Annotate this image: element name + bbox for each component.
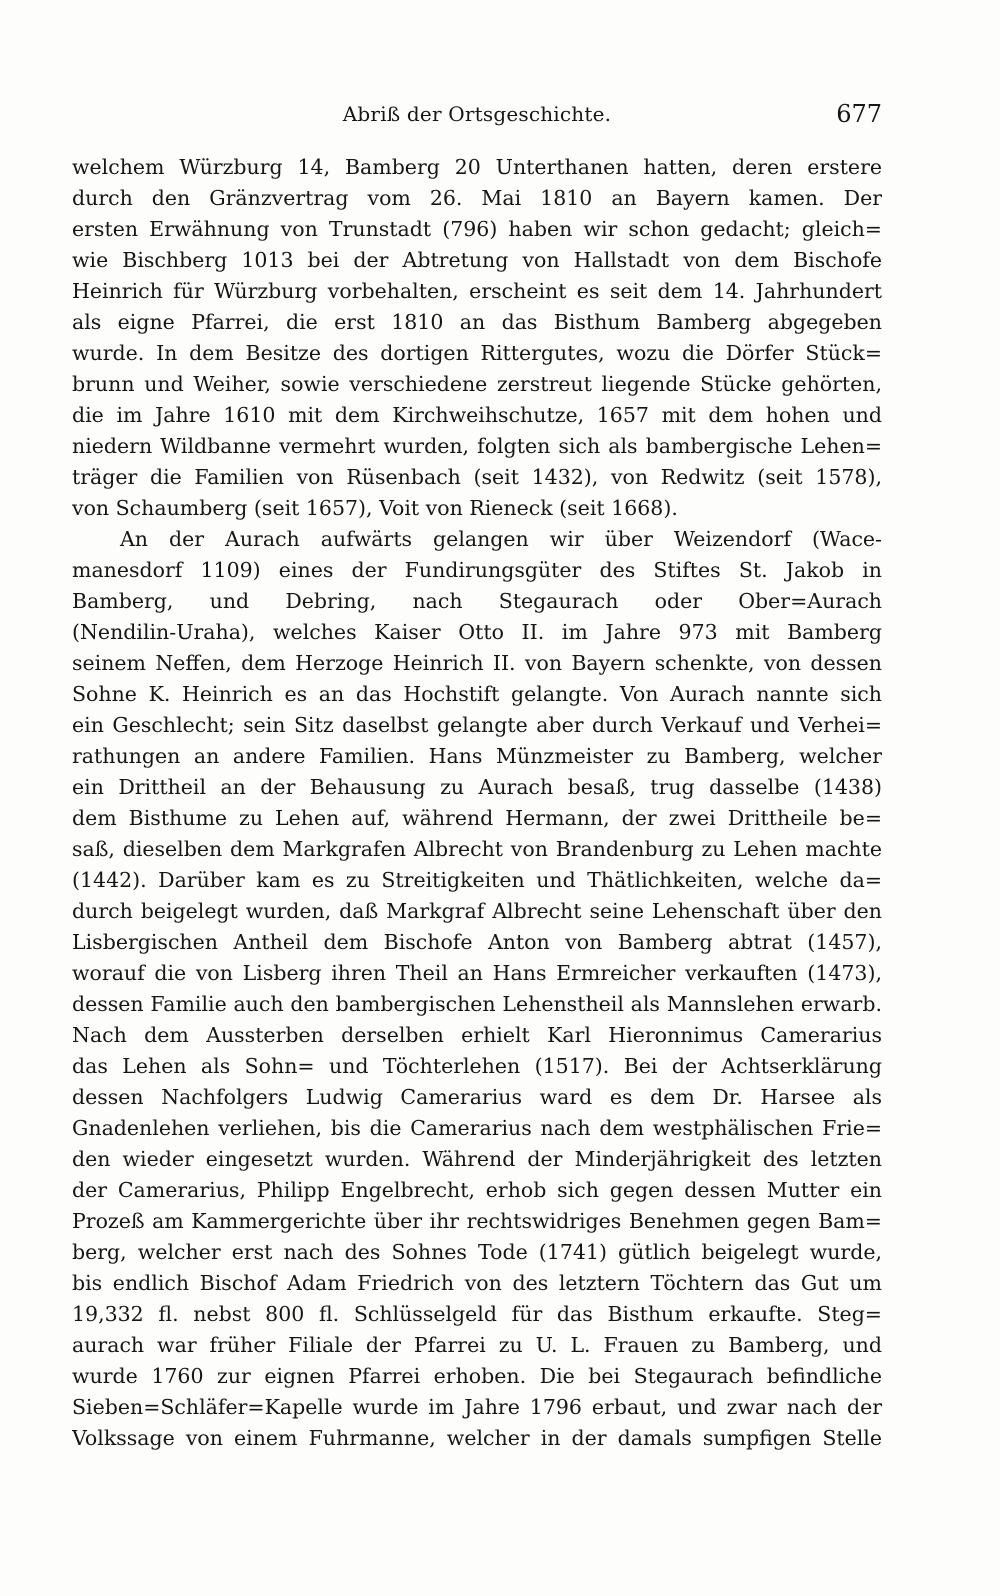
running-head: [72, 102, 882, 142]
text-line: ersten Erwähnung von Trunstadt (796) haben wir schon gedacht; gleich=: [72, 217, 882, 241]
text-line: Lisbergischen Antheil dem Bischofe Anton von Bamberg abtrat (1457),: [72, 930, 882, 954]
text-line: aurach war früher Filiale der Pfarrei zu U. L. Frauen zu Bamberg, und: [72, 1333, 882, 1357]
text-line: von Schaumberg (seit 1657), Voit von Rieneck (seit 1668).: [72, 496, 678, 520]
text-line: Sohne K. Heinrich es an das Hochstift gelangte. Von Aurach nannte sich: [72, 682, 882, 706]
text-line: dessen Familie auch den bambergischen Lehenstheil als Mannslehen erwarb.: [72, 992, 882, 1016]
text-line: (1442). Darüber kam es zu Streitigkeiten und Thätlichkeiten, welche da=: [72, 868, 882, 892]
text-line: manesdorf 1109) eines der Fundirungsgüter des Stiftes St. Jakob in: [72, 558, 882, 582]
text-line: 19,332 fl. nebst 800 fl. Schlüsselgeld für das Bisthum erkaufte. Steg=: [72, 1302, 882, 1326]
text-line: den wieder eingesetzt wurden. Während der Minderjährigkeit des letzten: [72, 1147, 882, 1171]
text-line: Heinrich für Würzburg vorbehalten, erscheint es seit dem 14. Jahrhundert: [72, 279, 882, 303]
text-line: als eigne Pfarrei, die erst 1810 an das Bisthum Bamberg abgegeben: [72, 310, 882, 334]
text-line: Sieben=Schläfer=Kapelle wurde im Jahre 1796 erbaut, und zwar nach der: [72, 1395, 882, 1419]
text-line: die im Jahre 1610 mit dem Kirchweihschutze, 1657 mit dem hohen und: [72, 403, 882, 427]
text-line: bis endlich Bischof Adam Friedrich von des letztern Töchtern das Gut um: [72, 1271, 882, 1295]
text-line: träger die Familien von Rüsenbach (seit 1432), von Redwitz (seit 1578),: [72, 465, 882, 489]
text-line: wie Bischberg 1013 bei der Abtretung von Hallstadt von dem Bischofe: [72, 248, 882, 272]
text-line: niedern Wildbanne vermehrt wurden, folgten sich als bambergische Lehen=: [72, 434, 882, 458]
text-line: dessen Nachfolgers Ludwig Camerarius ward es dem Dr. Harsee als: [72, 1085, 882, 1109]
body-text: [72, 152, 882, 1454]
text-line: rathungen an andere Familien. Hans Münzmeister zu Bamberg, welcher: [72, 744, 882, 768]
text-line: wurde 1760 zur eignen Pfarrei erhoben. Die bei Stegaurach befindliche: [72, 1364, 882, 1388]
text-line: seinem Neffen, dem Herzoge Heinrich II. von Bayern schenkte, von dessen: [72, 651, 882, 675]
paragraph-1: [72, 152, 882, 524]
text-line: ein Drittheil an der Behausung zu Aurach besaß, trug dasselbe (1438): [72, 775, 882, 799]
text-line: Prozeß am Kammergerichte über ihr rechtswidriges Benehmen gegen Bam=: [72, 1209, 882, 1233]
text-line: ein Geschlecht; sein Sitz daselbst gelangte aber durch Verkauf und Verhei=: [72, 713, 882, 737]
text-line: Bamberg, und Debring, nach Stegaurach oder Ober=Aurach: [72, 589, 882, 613]
text-line: wurde. In dem Besitze des dortigen Rittergutes, wozu die Dörfer Stück=: [72, 341, 882, 365]
text-line: saß, dieselben dem Markgrafen Albrecht von Brandenburg zu Lehen machte: [72, 837, 882, 861]
text-line: brunn und Weiher, sowie verschiedene zerstreut liegende Stücke gehörten,: [72, 372, 882, 396]
text-line: An der Aurach aufwärts gelangen wir über Weizendorf (Wace-: [120, 527, 882, 551]
text-line: berg, welcher erst nach des Sohnes Tode (1741) gütlich beigelegt wurde,: [72, 1240, 882, 1264]
text-line: durch beigelegt wurden, daß Markgraf Albrecht seine Lehenschaft über den: [72, 899, 882, 923]
text-line: welchem Würzburg 14, Bamberg 20 Unterthanen hatten, deren erstere: [72, 155, 882, 179]
page-number: 677: [836, 100, 882, 128]
running-title: Abriß der Ortsgeschichte.: [342, 102, 612, 126]
text-line: worauf die von Lisberg ihren Theil an Hans Ermreicher verkauften (1473),: [72, 961, 882, 985]
text-line: Gnadenlehen verliehen, bis die Camerarius nach dem westphälischen Frie=: [72, 1116, 882, 1140]
text-line: dem Bisthume zu Lehen auf, während Hermann, der zwei Drittheile be=: [72, 806, 882, 830]
text-line: das Lehen als Sohn= und Töchterlehen (1517). Bei der Achtserklärung: [72, 1054, 882, 1078]
text-line: der Camerarius, Philipp Engelbrecht, erhob sich gegen dessen Mutter ein: [72, 1178, 882, 1202]
text-line: (Nendilin-Uraha), welches Kaiser Otto II. im Jahre 973 mit Bamberg: [72, 620, 882, 644]
text-line: Volkssage von einem Fuhrmanne, welcher in der damals sumpfigen Stelle: [72, 1426, 882, 1450]
text-line: durch den Gränzvertrag vom 26. Mai 1810 an Bayern kamen. Der: [72, 186, 882, 210]
paragraph-2: [72, 524, 882, 1454]
text-line: Nach dem Aussterben derselben erhielt Karl Hieronnimus Camerarius: [72, 1023, 882, 1047]
